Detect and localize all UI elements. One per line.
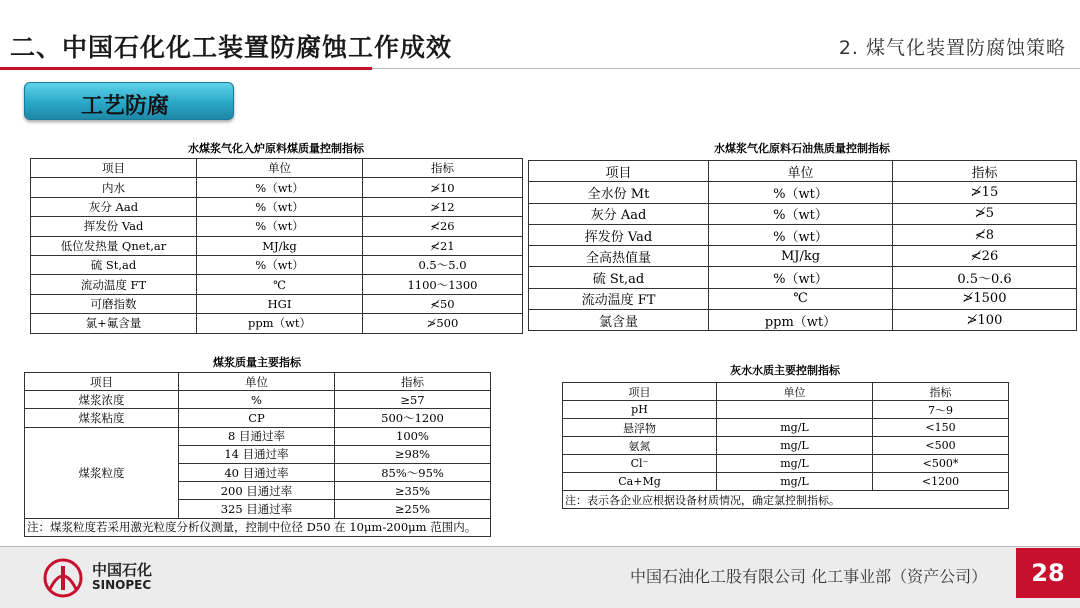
table3-title: 煤浆质量主要指标 (213, 356, 301, 369)
cell: 0.5～5.0 (363, 255, 523, 274)
table-row (31, 314, 523, 333)
cell: 氨氮 (563, 437, 717, 455)
cell: ≥98% (335, 445, 491, 463)
section-badge-label: 工艺防腐 (81, 94, 170, 119)
table-row (563, 401, 1009, 419)
cell: %（wt） (197, 178, 363, 197)
cell: 325 目通过率 (179, 500, 335, 518)
cell: %（wt） (197, 217, 363, 236)
logo-english-name: SINOPEC (92, 578, 152, 592)
cell: 8 目通过率 (179, 427, 335, 445)
cell: ≯15 (893, 182, 1077, 203)
table-row (31, 255, 523, 274)
cell: 内水 (31, 178, 197, 197)
table-row (25, 391, 491, 409)
cell: %（wt） (709, 203, 893, 224)
cell: 14 目通过率 (179, 445, 335, 463)
table-row (563, 455, 1009, 473)
cell: mg/L (717, 437, 873, 455)
cell: 硫 St,ad (31, 255, 197, 274)
cell: ≯500 (363, 314, 523, 333)
cell: 1100～1300 (363, 275, 523, 294)
cell: MJ/kg (709, 246, 893, 267)
cell: 全水份 Mt (529, 182, 709, 203)
table-row (31, 217, 523, 236)
table-row (563, 473, 1009, 491)
header-cell: 指标 (873, 383, 1009, 401)
cell: ≯10 (363, 178, 523, 197)
ash-water-quality-table (562, 382, 1009, 509)
cell: CP (179, 409, 335, 427)
table-row (31, 197, 523, 216)
cell: 可磨指数 (31, 294, 197, 313)
header-cell: 单位 (179, 373, 335, 391)
cell: <1200 (873, 473, 1009, 491)
cell: pH (563, 401, 717, 419)
cell: mg/L (717, 419, 873, 437)
cell: 全高热值量 (529, 246, 709, 267)
section-subtitle: 2. 煤气化装置防腐蚀策略 (838, 37, 1066, 59)
header-cell: 项目 (31, 159, 197, 178)
cell: ≥25% (335, 500, 491, 518)
table-row (31, 236, 523, 255)
table-row (25, 427, 491, 445)
table-header-row (529, 161, 1077, 182)
cell: Cl⁻ (563, 455, 717, 473)
cell: ≮26 (893, 246, 1077, 267)
table-row (31, 275, 523, 294)
cell: mg/L (717, 473, 873, 491)
table2-title: 水煤浆气化原料石油焦质量控制指标 (714, 142, 890, 155)
cell: <500* (873, 455, 1009, 473)
table-header-row (25, 373, 491, 391)
header-cell: 单位 (197, 159, 363, 178)
cell: mg/L (717, 455, 873, 473)
table-note-row (25, 518, 491, 536)
cell: <500 (873, 437, 1009, 455)
cell: 煤浆粘度 (25, 409, 179, 427)
table-row (563, 419, 1009, 437)
header-cell: 指标 (335, 373, 491, 391)
cell: 悬浮物 (563, 419, 717, 437)
header-cell: 指标 (363, 159, 523, 178)
table-note: 注：表示各企业应根据设备材质情况，确定氯控制指标。 (563, 491, 1009, 509)
cell (717, 401, 873, 419)
cell: 40 目通过率 (179, 463, 335, 481)
section-badge (24, 82, 234, 120)
page-number: 28 (1016, 548, 1080, 598)
table-row (529, 203, 1077, 224)
cell: 挥发份 Vad (529, 224, 709, 245)
cell: 煤浆浓度 (25, 391, 179, 409)
logo-chinese-name: 中国石化 (92, 561, 153, 579)
cell: 低位发热量 Qnet,ar (31, 236, 197, 255)
cell: 灰分 Aad (31, 197, 197, 216)
cell: 硫 St,ad (529, 267, 709, 288)
cell: <150 (873, 419, 1009, 437)
granularity-label-cell: 煤浆粒度 (25, 427, 179, 518)
cell: 100% (335, 427, 491, 445)
cell: ppm（wt） (709, 310, 893, 331)
table-row (31, 294, 523, 313)
table-header-row (563, 383, 1009, 401)
table-row (529, 224, 1077, 245)
header-accent-line (0, 67, 372, 70)
cell: ppm（wt） (197, 314, 363, 333)
cell: ≯12 (363, 197, 523, 216)
sinopec-logo-icon (42, 557, 84, 599)
coal-quality-table (30, 158, 523, 334)
cell: 7～9 (873, 401, 1009, 419)
cell: ≮8 (893, 224, 1077, 245)
cell: 挥发份 Vad (31, 217, 197, 236)
cell: %（wt） (197, 255, 363, 274)
slurry-quality-table (24, 372, 491, 537)
header-cell: 项目 (529, 161, 709, 182)
footer-company-name: 中国石油化工股有限公司 化工事业部（资产公司） (630, 567, 988, 586)
cell: %（wt） (709, 224, 893, 245)
cell: %（wt） (709, 182, 893, 203)
cell: ≯5 (893, 203, 1077, 224)
table1-title: 水煤浆气化入炉原料煤质量控制指标 (188, 142, 364, 155)
petcoke-quality-table (528, 160, 1077, 331)
table-row (529, 267, 1077, 288)
cell: 85%～95% (335, 463, 491, 481)
table-row (31, 178, 523, 197)
slide-title: 二、中国石化化工装置防腐蚀工作成效 (10, 33, 453, 62)
header-divider (372, 68, 1080, 69)
table-note: 注：煤浆粒度若采用激光粒度分析仪测量，控制中位径 D50 在 10μm-200μm 范围内。 (25, 518, 491, 536)
cell: ℃ (709, 288, 893, 309)
cell: Ca+Mg (563, 473, 717, 491)
header-cell: 单位 (717, 383, 873, 401)
cell: 灰分 Aad (529, 203, 709, 224)
cell: 氯+氟含量 (31, 314, 197, 333)
header-cell: 项目 (563, 383, 717, 401)
cell: 流动温度 FT (31, 275, 197, 294)
table-row (529, 310, 1077, 331)
table-note-row (563, 491, 1009, 509)
table-row (529, 288, 1077, 309)
table-row (563, 437, 1009, 455)
cell: ≮50 (363, 294, 523, 313)
table4-title: 灰水水质主要控制指标 (730, 364, 840, 377)
table-row (25, 409, 491, 427)
cell: 500～1200 (335, 409, 491, 427)
table-header-row (31, 159, 523, 178)
cell: 氯含量 (529, 310, 709, 331)
cell: 200 目通过率 (179, 482, 335, 500)
cell: 0.5～0.6 (893, 267, 1077, 288)
header-cell: 单位 (709, 161, 893, 182)
header-cell: 项目 (25, 373, 179, 391)
cell: % (179, 391, 335, 409)
cell: ≥35% (335, 482, 491, 500)
cell: HGI (197, 294, 363, 313)
table-row (529, 182, 1077, 203)
cell: %（wt） (709, 267, 893, 288)
cell: ≮21 (363, 236, 523, 255)
cell: ≮26 (363, 217, 523, 236)
slide-header (0, 0, 1080, 70)
table-row (529, 246, 1077, 267)
cell: ≯100 (893, 310, 1077, 331)
cell: ≯1500 (893, 288, 1077, 309)
cell: %（wt） (197, 197, 363, 216)
cell: 流动温度 FT (529, 288, 709, 309)
header-cell: 指标 (893, 161, 1077, 182)
cell: ≥57 (335, 391, 491, 409)
cell: MJ/kg (197, 236, 363, 255)
cell: ℃ (197, 275, 363, 294)
